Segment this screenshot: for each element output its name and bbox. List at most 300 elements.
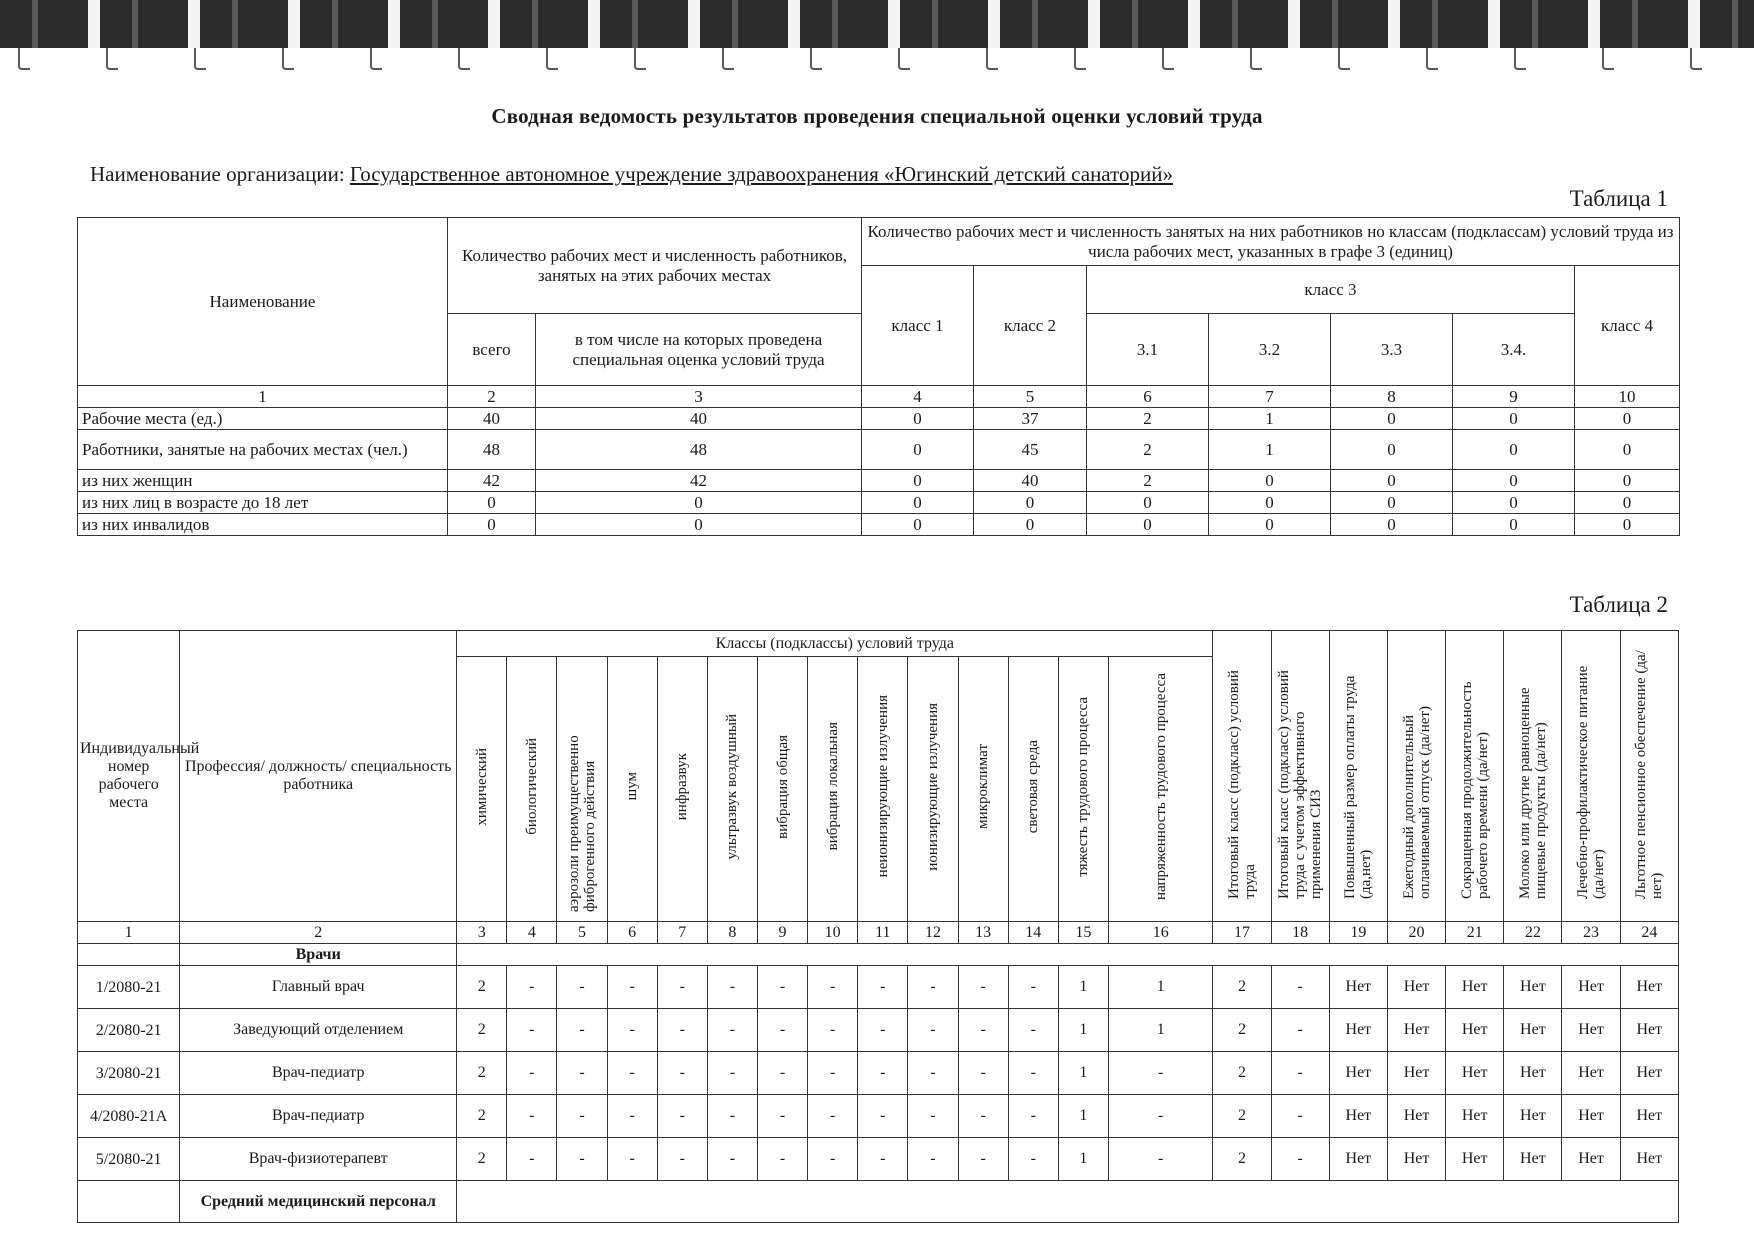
row-value: 0 xyxy=(974,492,1087,514)
table-row xyxy=(78,492,1680,514)
header-3-2: 3.2 xyxy=(1209,314,1331,386)
binding-hole xyxy=(1426,48,1438,70)
header-factor xyxy=(707,657,757,922)
column-number: 17 xyxy=(1213,922,1271,944)
row-label: Рабочие места (ед.) xyxy=(78,408,448,430)
header-factor-label: ионизирующие излучения xyxy=(924,702,941,871)
header-class1: класс 1 xyxy=(862,266,974,386)
row-value: 0 xyxy=(1331,470,1453,492)
header-class3: класс 3 xyxy=(1087,266,1575,314)
header-extra-label: Повышенный размер оплаты труда (да,нет) xyxy=(1342,675,1375,899)
header-factor xyxy=(657,657,707,922)
binding-hole xyxy=(810,48,822,70)
class-value: Нет xyxy=(1387,1052,1445,1095)
header-factor-label: химический xyxy=(473,747,490,826)
class-value: - xyxy=(1008,1138,1058,1181)
class-value: Нет xyxy=(1620,966,1678,1009)
column-number: 19 xyxy=(1329,922,1387,944)
header-factor-label: микроклимат xyxy=(975,744,992,829)
binding-hole xyxy=(1690,48,1702,70)
header-extra-label: Льготное пенсионное обеспечение (да/нет) xyxy=(1633,649,1666,899)
column-number: 22 xyxy=(1504,922,1562,944)
class-value: - xyxy=(657,1009,707,1052)
row-value: 0 xyxy=(1575,408,1680,430)
header-assessed: в том числе на которых проведена специальная оценка условий труда xyxy=(536,314,862,386)
row-value: 0 xyxy=(448,514,536,536)
header-factor xyxy=(1008,657,1058,922)
row-value: 0 xyxy=(1331,514,1453,536)
class-value: - xyxy=(1008,1095,1058,1138)
class-value: - xyxy=(757,1009,807,1052)
class-value: Нет xyxy=(1329,1052,1387,1095)
column-number: 21 xyxy=(1446,922,1504,944)
class-value: - xyxy=(808,966,858,1009)
class-value: - xyxy=(507,966,557,1009)
header-extra xyxy=(1387,631,1445,922)
class-value: 1 xyxy=(1058,966,1108,1009)
class-value: - xyxy=(657,1052,707,1095)
header-factor-label: световая среда xyxy=(1025,739,1042,834)
row-value: 0 xyxy=(862,430,974,470)
class-value: - xyxy=(607,1052,657,1095)
class-value: Нет xyxy=(1562,966,1620,1009)
header-factor-label: аэрозоли преимущественно фиброгенного действия xyxy=(565,734,598,912)
row-value: 0 xyxy=(1331,430,1453,470)
column-number: 20 xyxy=(1387,922,1445,944)
column-number: 3 xyxy=(536,386,862,408)
organization-name: Государственное автономное учреждение здравоохранения «Югинский детский санаторий» xyxy=(349,162,1173,186)
row-label: из них лиц в возрасте до 18 лет xyxy=(78,492,448,514)
summary-table xyxy=(77,217,1680,536)
class-value: Нет xyxy=(1446,1009,1504,1052)
column-number: 18 xyxy=(1271,922,1329,944)
header-factor-label: тяжесть трудового процесса xyxy=(1075,696,1092,877)
class-value: - xyxy=(1271,1009,1329,1052)
class-value: Нет xyxy=(1387,1095,1445,1138)
workplace-id: 1/2080-21 xyxy=(78,966,180,1009)
binding-hole xyxy=(986,48,998,70)
row-value: 40 xyxy=(536,408,862,430)
binding-hole xyxy=(1514,48,1526,70)
class-value: Нет xyxy=(1562,1009,1620,1052)
binding-holes xyxy=(0,48,1754,70)
column-number: 1 xyxy=(78,386,448,408)
class-value: 1 xyxy=(1058,1052,1108,1095)
row-value: 0 xyxy=(862,408,974,430)
row-value: 2 xyxy=(1087,408,1209,430)
class-value: 1 xyxy=(1108,1009,1212,1052)
header-total: всего xyxy=(448,314,536,386)
column-numbers-row xyxy=(78,386,1680,408)
table-row xyxy=(78,1052,1679,1095)
class-value: Нет xyxy=(1504,1095,1562,1138)
table-row xyxy=(78,1009,1679,1052)
workplace-id: 5/2080-21 xyxy=(78,1138,180,1181)
class-value: - xyxy=(858,966,908,1009)
header-extra-label: Итоговый класс (подкласс) условий труда с учетом эффективного применения СИЗ xyxy=(1276,669,1325,899)
class-value: - xyxy=(1271,1095,1329,1138)
header-factor xyxy=(457,657,507,922)
class-value: Нет xyxy=(1504,1009,1562,1052)
class-value: - xyxy=(858,1009,908,1052)
row-value: 0 xyxy=(1453,514,1575,536)
binding-hole xyxy=(1338,48,1350,70)
row-value: 0 xyxy=(974,514,1087,536)
binding-hole xyxy=(898,48,910,70)
column-number: 11 xyxy=(858,922,908,944)
class-value: Нет xyxy=(1504,966,1562,1009)
header-factor xyxy=(908,657,958,922)
row-value: 0 xyxy=(536,492,862,514)
header-factor xyxy=(958,657,1008,922)
row-value: 0 xyxy=(1575,470,1680,492)
header-extra-label: Итоговый класс (подкласс) условий труда xyxy=(1226,669,1258,899)
workplace-id: 3/2080-21 xyxy=(78,1052,180,1095)
class-value: - xyxy=(1008,1052,1058,1095)
header-factor xyxy=(1108,657,1212,922)
column-number: 8 xyxy=(1331,386,1453,408)
class-value: Нет xyxy=(1620,1052,1678,1095)
row-value: 0 xyxy=(862,492,974,514)
class-value: - xyxy=(657,1095,707,1138)
row-value: 0 xyxy=(1453,492,1575,514)
section-row-nurses xyxy=(78,1181,1679,1223)
binding-hole xyxy=(194,48,206,70)
column-number: 14 xyxy=(1008,922,1058,944)
header-profession: Профессия/ должность/ специальность работника xyxy=(180,631,457,922)
header-extra xyxy=(1271,631,1329,922)
row-value: 40 xyxy=(448,408,536,430)
row-value: 1 xyxy=(1209,430,1331,470)
class-value: Нет xyxy=(1329,1095,1387,1138)
binding-hole xyxy=(1602,48,1614,70)
header-factor-label: ультразвук воздушный xyxy=(724,713,741,860)
column-number: 7 xyxy=(1209,386,1331,408)
row-value: 0 xyxy=(1453,430,1575,470)
binding-hole xyxy=(634,48,646,70)
header-class4: класс 4 xyxy=(1575,266,1680,386)
row-value: 48 xyxy=(448,430,536,470)
section-doctors: Врачи xyxy=(180,944,457,966)
row-value: 40 xyxy=(974,470,1087,492)
class-value: - xyxy=(557,1138,607,1181)
column-number: 10 xyxy=(1575,386,1680,408)
class-value: Нет xyxy=(1446,1095,1504,1138)
class-value: Нет xyxy=(1446,1052,1504,1095)
header-classes: Количество рабочих мест и численность занятых на них работников но классам (подклассам) условий труда из числа рабочих мест, указанных в графе 3 (единиц) xyxy=(862,218,1680,266)
class-value: 2 xyxy=(457,1138,507,1181)
header-extra-label: Ежегодный дополнительный оплачиваемый отпуск (да/нет) xyxy=(1400,705,1433,899)
class-value: - xyxy=(1271,966,1329,1009)
row-label: из них инвалидов xyxy=(78,514,448,536)
class-value: - xyxy=(1108,1052,1212,1095)
header-factor xyxy=(757,657,807,922)
profession-name: Заведующий отделением xyxy=(180,1009,457,1052)
header-factor xyxy=(808,657,858,922)
row-value: 0 xyxy=(1209,492,1331,514)
workplace-id: 4/2080-21А xyxy=(78,1095,180,1138)
class-value: Нет xyxy=(1446,1138,1504,1181)
column-number: 10 xyxy=(808,922,858,944)
binding-hole xyxy=(282,48,294,70)
binding-hole xyxy=(1162,48,1174,70)
class-value: - xyxy=(657,966,707,1009)
class-value: Нет xyxy=(1562,1138,1620,1181)
column-number: 5 xyxy=(974,386,1087,408)
class-value: - xyxy=(557,1052,607,1095)
class-value: 1 xyxy=(1058,1095,1108,1138)
section-row-doctors xyxy=(78,944,1679,966)
class-value: - xyxy=(1271,1052,1329,1095)
class-value: - xyxy=(507,1052,557,1095)
row-value: 0 xyxy=(1087,514,1209,536)
column-number: 24 xyxy=(1620,922,1678,944)
row-value: 0 xyxy=(1453,408,1575,430)
class-value: - xyxy=(707,966,757,1009)
class-value: 1 xyxy=(1108,966,1212,1009)
profession-name: Врач-физиотерапевт xyxy=(180,1138,457,1181)
class-value: - xyxy=(707,1009,757,1052)
class-value: 2 xyxy=(1213,1138,1271,1181)
binding-hole xyxy=(1250,48,1262,70)
class-value: - xyxy=(908,966,958,1009)
column-number: 7 xyxy=(657,922,707,944)
column-number: 9 xyxy=(1453,386,1575,408)
class-value: - xyxy=(557,1009,607,1052)
column-number: 2 xyxy=(180,922,457,944)
header-3-1: 3.1 xyxy=(1087,314,1209,386)
header-factor-label: инфразвук xyxy=(674,752,691,821)
class-value: Нет xyxy=(1620,1009,1678,1052)
row-label: из них женщин xyxy=(78,470,448,492)
header-factor xyxy=(1058,657,1108,922)
workplace-table xyxy=(77,630,1679,1223)
column-numbers-row xyxy=(78,922,1679,944)
header-work-classes: Классы (подклассы) условий труда xyxy=(457,631,1213,657)
profession-name: Главный врач xyxy=(180,966,457,1009)
class-value: - xyxy=(958,1095,1008,1138)
column-number: 12 xyxy=(908,922,958,944)
binding-hole xyxy=(546,48,558,70)
row-value: 0 xyxy=(1331,492,1453,514)
column-number: 15 xyxy=(1058,922,1108,944)
header-factor xyxy=(607,657,657,922)
column-number: 6 xyxy=(607,922,657,944)
class-value: - xyxy=(607,1009,657,1052)
class-value: - xyxy=(958,1138,1008,1181)
class-value: 2 xyxy=(457,1052,507,1095)
class-value: - xyxy=(858,1052,908,1095)
profession-name: Врач-педиатр xyxy=(180,1095,457,1138)
class-value: - xyxy=(507,1009,557,1052)
row-value: 48 xyxy=(536,430,862,470)
column-number: 2 xyxy=(448,386,536,408)
binding-hole xyxy=(370,48,382,70)
table-row xyxy=(78,470,1680,492)
row-value: 0 xyxy=(1087,492,1209,514)
row-value: 0 xyxy=(448,492,536,514)
class-value: Нет xyxy=(1329,966,1387,1009)
document-title: Сводная ведомость результатов проведения специальной оценки условий труда xyxy=(491,104,1263,128)
class-value: - xyxy=(908,1009,958,1052)
header-extra xyxy=(1562,631,1620,922)
header-extra xyxy=(1329,631,1387,922)
header-class2: класс 2 xyxy=(974,266,1087,386)
class-value: - xyxy=(908,1095,958,1138)
class-value: - xyxy=(958,1052,1008,1095)
header-extra xyxy=(1504,631,1562,922)
table-row xyxy=(78,966,1679,1009)
class-value: Нет xyxy=(1446,966,1504,1009)
row-value: 0 xyxy=(1453,470,1575,492)
row-value: 42 xyxy=(448,470,536,492)
header-factor-label: напряженность трудового процесса xyxy=(1152,673,1169,900)
class-value: - xyxy=(757,966,807,1009)
binding-hole xyxy=(722,48,734,70)
class-value: 2 xyxy=(1213,1095,1271,1138)
header-extra xyxy=(1446,631,1504,922)
column-number: 16 xyxy=(1108,922,1212,944)
header-factor-label: биологический xyxy=(523,738,540,835)
binding-hole xyxy=(18,48,30,70)
header-extra xyxy=(1620,631,1678,922)
row-value: 0 xyxy=(862,470,974,492)
row-value: 1 xyxy=(1209,408,1331,430)
class-value: 2 xyxy=(457,1095,507,1138)
class-value: - xyxy=(707,1138,757,1181)
class-value: 1 xyxy=(1058,1009,1108,1052)
class-value: - xyxy=(757,1095,807,1138)
class-value: 2 xyxy=(1213,966,1271,1009)
class-value: - xyxy=(958,1009,1008,1052)
class-value: - xyxy=(707,1095,757,1138)
header-extra-label: Сокращенная продолжительность рабочего времени (да/нет) xyxy=(1458,681,1491,899)
class-value: - xyxy=(1108,1138,1212,1181)
class-value: Нет xyxy=(1387,1009,1445,1052)
class-value: - xyxy=(908,1138,958,1181)
header-factor-label: вибрация локальная xyxy=(824,722,841,851)
class-value: - xyxy=(808,1138,858,1181)
organization-line xyxy=(90,162,1173,187)
column-number: 9 xyxy=(757,922,807,944)
header-factor xyxy=(557,657,607,922)
class-value: Нет xyxy=(1329,1138,1387,1181)
column-number: 4 xyxy=(507,922,557,944)
row-value: 0 xyxy=(1575,492,1680,514)
class-value: - xyxy=(757,1138,807,1181)
class-value: - xyxy=(607,1138,657,1181)
row-value: 0 xyxy=(1575,430,1680,470)
header-factor xyxy=(507,657,557,922)
table-row xyxy=(78,430,1680,470)
table-row xyxy=(78,1138,1679,1181)
column-number: 23 xyxy=(1562,922,1620,944)
header-factor xyxy=(858,657,908,922)
table-row xyxy=(78,514,1680,536)
column-number: 8 xyxy=(707,922,757,944)
class-value: - xyxy=(808,1009,858,1052)
header-3-4: 3.4. xyxy=(1453,314,1575,386)
class-value: - xyxy=(557,966,607,1009)
table-row xyxy=(78,1095,1679,1138)
class-value: 1 xyxy=(1058,1138,1108,1181)
header-factor-label: неионизирующие излучения xyxy=(874,695,891,878)
row-value: 42 xyxy=(536,470,862,492)
class-value: - xyxy=(607,966,657,1009)
table2-caption: Таблица 2 xyxy=(1569,592,1668,617)
class-value: 2 xyxy=(457,966,507,1009)
table-row xyxy=(78,408,1680,430)
header-counts: Количество рабочих мест и численность работников, занятых на этих рабочих местах xyxy=(448,218,862,314)
class-value: 2 xyxy=(457,1009,507,1052)
table1-caption: Таблица 1 xyxy=(1569,186,1668,211)
row-value: 2 xyxy=(1087,470,1209,492)
class-value: - xyxy=(808,1095,858,1138)
row-value: 2 xyxy=(1087,430,1209,470)
class-value: - xyxy=(657,1138,707,1181)
class-value: - xyxy=(858,1138,908,1181)
column-number: 6 xyxy=(1087,386,1209,408)
column-number: 13 xyxy=(958,922,1008,944)
class-value: - xyxy=(808,1052,858,1095)
header-name: Наименование xyxy=(78,218,448,386)
class-value: Нет xyxy=(1329,1009,1387,1052)
class-value: Нет xyxy=(1620,1138,1678,1181)
class-value: - xyxy=(858,1095,908,1138)
class-value: - xyxy=(1108,1095,1212,1138)
class-value: - xyxy=(557,1095,607,1138)
class-value: - xyxy=(1008,966,1058,1009)
organization-label: Наименование организации: xyxy=(90,162,350,186)
row-label: Работники, занятые на рабочих местах (чел.) xyxy=(78,430,448,470)
class-value: Нет xyxy=(1387,966,1445,1009)
class-value: - xyxy=(607,1095,657,1138)
row-value: 0 xyxy=(1209,514,1331,536)
column-number: 5 xyxy=(557,922,607,944)
header-extra xyxy=(1213,631,1271,922)
class-value: Нет xyxy=(1504,1052,1562,1095)
class-value: - xyxy=(757,1052,807,1095)
class-value: - xyxy=(958,966,1008,1009)
section-nurses: Средний медицинский персонал xyxy=(180,1181,457,1223)
binding-hole xyxy=(1074,48,1086,70)
header-workplace-id: Индивидуальный номер рабочего места xyxy=(78,631,180,922)
class-value: - xyxy=(1008,1009,1058,1052)
class-value: Нет xyxy=(1387,1138,1445,1181)
row-value: 0 xyxy=(862,514,974,536)
binding-hole xyxy=(458,48,470,70)
spiral-binding xyxy=(0,0,1754,70)
class-value: - xyxy=(908,1052,958,1095)
class-value: Нет xyxy=(1562,1095,1620,1138)
row-value: 0 xyxy=(1331,408,1453,430)
class-value: - xyxy=(1271,1138,1329,1181)
binding-strip xyxy=(0,0,1754,48)
class-value: Нет xyxy=(1620,1095,1678,1138)
workplace-id: 2/2080-21 xyxy=(78,1009,180,1052)
class-value: 2 xyxy=(1213,1009,1271,1052)
row-value: 45 xyxy=(974,430,1087,470)
header-extra-label: Молоко или другие равноценные пищевые продукты (да/нет) xyxy=(1516,686,1549,899)
row-value: 37 xyxy=(974,408,1087,430)
header-factor-label: шум xyxy=(624,772,641,801)
row-value: 0 xyxy=(536,514,862,536)
class-value: Нет xyxy=(1504,1138,1562,1181)
class-value: - xyxy=(507,1095,557,1138)
column-number: 3 xyxy=(457,922,507,944)
header-extra-label: Лечебно-профилактическое питание (да/нет) xyxy=(1575,665,1608,899)
binding-hole xyxy=(106,48,118,70)
